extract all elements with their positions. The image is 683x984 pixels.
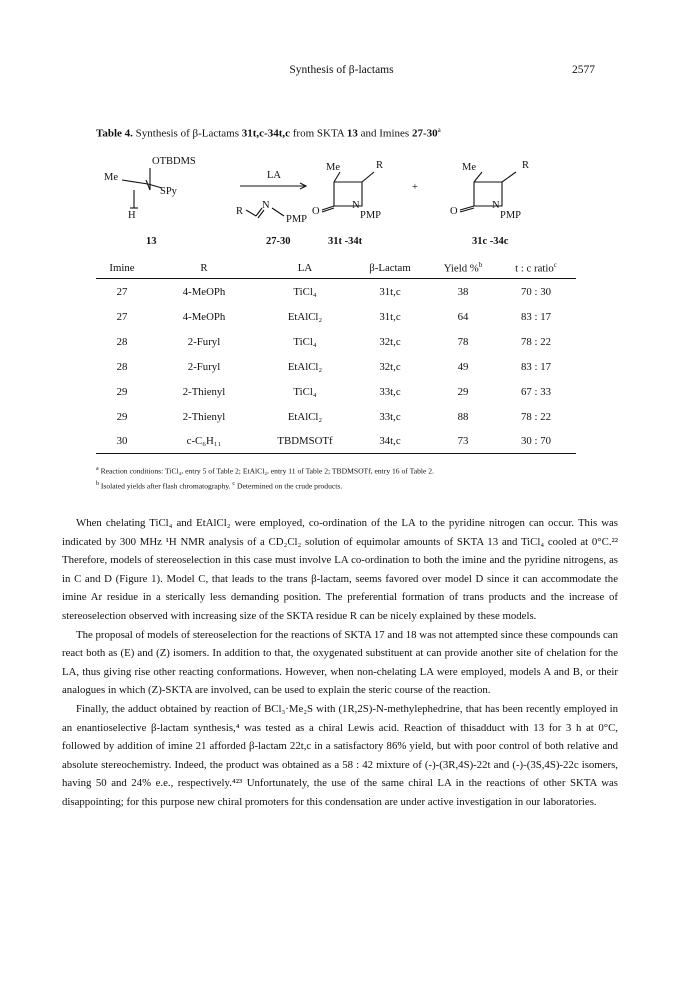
trans-pmp-label: PMP [360, 210, 382, 221]
cell-yield: 73 [430, 429, 496, 454]
trans-r-label: R [376, 160, 384, 171]
cell-lactam: 31t,c [379, 310, 401, 323]
cell-imine: 29 [116, 410, 128, 423]
header-ratio-text: t : c ratio [515, 262, 554, 275]
cell-yield: 29 [457, 385, 469, 398]
cell-yield: 78 [457, 335, 469, 348]
cell-r: 2-Thienyl [182, 385, 226, 398]
header-yield [430, 258, 496, 279]
compound-13-label: 13 [146, 236, 157, 247]
trans-lactams-label: 31t -34t [328, 236, 363, 247]
footnote-a-text: Reaction conditions: TiCl₄, entry 5 of Table 2; EtAlCl₂, entry 11 of Table 2; TBDMSOTf, entry 16 of Table 2. [100, 466, 434, 476]
cell-r: 4-MeOPh [182, 310, 226, 323]
cell-ratio: 83 : 17 [521, 310, 551, 323]
footnote-b-marker: b [96, 480, 99, 487]
caption-compound: 31t,c-34t,c [241, 127, 291, 140]
cell-la: TiCl₄ [293, 385, 317, 398]
cis-o-label: O [450, 206, 458, 217]
table-header-row [96, 258, 576, 279]
results-table [96, 258, 576, 454]
header-ratio [496, 258, 576, 279]
table-footnotes [96, 463, 616, 492]
cell-ratio: 78 : 22 [521, 335, 551, 348]
caption-text: Synthesis of β-Lactams [132, 127, 242, 140]
cell-yield: 64 [457, 310, 469, 323]
paragraph: The proposal of models of stereoselection for the reactions of SKTA 17 and 18 was not attempted since these compounds can react both as (E) and (Z) isomers. In addition to that, the oxygenated substituent at can provide another site of chelation for the LA, thus giving rise other reacting conformations. However, when non-chelating LA were employed, models A and B, or their analogues in which (Z)-SKTA are involved, can be used to explain the steric course of the reaction. [62, 628, 618, 697]
table-row [96, 354, 576, 379]
h-label: H [128, 210, 136, 221]
header-la: LA [260, 258, 350, 279]
cell-la: EtAlCl₂ [287, 410, 323, 423]
cell-lactam: 32t,c [379, 360, 401, 373]
imine-r-label: R [236, 206, 244, 217]
trans-n-label: N [352, 200, 360, 211]
header-r: R [148, 258, 260, 279]
cell-ratio: 30 : 70 [496, 429, 576, 454]
cell-la: TiCl₄ [293, 335, 317, 348]
cell-lactam: 33t,c [379, 385, 401, 398]
cell-yield: 49 [457, 360, 469, 373]
cell-imine: 27 [116, 310, 128, 323]
imines-label: 27-30 [266, 236, 291, 247]
cell-la: EtAlCl₂ [287, 360, 323, 373]
otbdms-label: OTBDMS [152, 156, 196, 167]
paragraph: Finally, the adduct obtained by reaction of BCl₃·Me₂S with (1R,2S)-N-methylephedrine, that has been recently employed in an enantioselective β-lactam synthesis,⁴ was tested as a chiral Lewis acid. Reaction of thisadduct with 13 for 3 h at 0°C, followed by addition of imine 21 afforded β-lactam 22t,c in a satisfactory 86% yield, but with poor control of both relative and absolute stereochemistry. Indeed, the product was obtained as a 58 : 42 mixture of (-)-(3R,4S)-22t and (-)-(3S,4S)-22c isomers, having 50 and 24% e.e., respectively.⁴²³ Unfortunately, the use of the same chiral LA in the reactions of other SKTA was disappointing; for this purpose new chiral promoters for this condensation are under active investigation in our laboratories. [62, 702, 618, 808]
cell-imine: 28 [116, 360, 128, 373]
caption-text: from SKTA [290, 127, 347, 140]
footnote-c-text: Determined on the crude products. [237, 481, 343, 491]
cell-imine: 29 [116, 385, 128, 398]
me-label: Me [104, 172, 118, 183]
footnote-c-marker: c [232, 480, 236, 487]
footnote-a-marker: a [96, 466, 99, 472]
cell-r: 4-MeOPh [182, 285, 226, 298]
cis-me-label: Me [462, 162, 476, 173]
table-row [96, 329, 576, 354]
cell-r: 2-Furyl [187, 335, 221, 348]
cis-lactams-label: 31c -34c [472, 236, 509, 247]
cis-n-label: N [492, 200, 500, 211]
cell-yield: 88 [457, 410, 469, 423]
page-number: 2577 [572, 64, 595, 76]
table-row [96, 279, 576, 305]
table-row [96, 304, 576, 329]
table-label: Table 4. [96, 127, 133, 140]
cell-la: TBDMSOTf [260, 429, 350, 454]
footnote-bc [96, 478, 616, 493]
cell-yield: 38 [457, 285, 469, 298]
cell-ratio: 78 : 22 [521, 410, 551, 423]
cell-r: 2-Thienyl [182, 410, 226, 423]
cell-imine: 30 [96, 429, 148, 454]
cell-r: 2-Furyl [187, 360, 221, 373]
cell-la: TiCl₄ [293, 285, 317, 298]
cell-imine: 28 [116, 335, 128, 348]
running-title: Synthesis of β-lactams [289, 64, 394, 76]
imine-n-label: N [262, 200, 270, 211]
body-text [62, 514, 618, 812]
footnote-b-text: Isolated yields after flash chromatography. [100, 481, 233, 491]
cis-pmp-label: PMP [500, 210, 522, 221]
paragraph: When chelating TiCl₄ and EtAlCl₂ were employed, co-ordination of the LA to the pyridine nitrogen can occur. This was indicated by 300 MHz ¹H NMR analysis of a CD₂Cl₂ solution of equimolar amounts of SKTA 13 and TiCl₄ cooled at 0°C.²² Therefore, models of stereoselection in this case must involve LA co-ordination to both the imine and the pyridine nitrogens, as in C and D (Figure 1). Model C, that leads to the trans β-lactam, seems favored over model D since it can accommodate the imine Ar residue in a sterically less demanding position. The preferential formation of trans products and the increase of stereoselection observed with increasing size of the SKTA residue R can be nicely explained by these models. [62, 517, 618, 622]
header-yield-text: Yield % [443, 262, 479, 275]
cell-lactam: 34t,c [350, 429, 430, 454]
footnote-marker-c: c [553, 261, 557, 270]
table-row [96, 429, 576, 454]
cell-ratio: 83 : 17 [521, 360, 551, 373]
cell-ratio: 70 : 30 [521, 285, 551, 298]
imine-pmp-label: PMP [286, 214, 308, 225]
header-imine: Imine [96, 258, 148, 279]
table-row [96, 404, 576, 429]
caption-text: and Imines [357, 127, 412, 140]
cell-r: c-C₆H₁₁ [148, 429, 260, 454]
reaction-scheme [90, 150, 610, 270]
cell-imine: 27 [116, 285, 128, 298]
la-arrow-label: LA [267, 170, 281, 181]
cell-lactam: 32t,c [379, 335, 401, 348]
cell-lactam: 31t,c [379, 285, 401, 298]
header-lactam: β-Lactam [350, 258, 430, 279]
cis-r-label: R [522, 160, 530, 171]
spy-label: SPy [160, 186, 177, 197]
cell-lactam: 33t,c [379, 410, 401, 423]
trans-o-label: O [312, 206, 320, 217]
cell-la: EtAlCl₂ [287, 310, 323, 323]
trans-me-label: Me [326, 162, 340, 173]
table-row [96, 379, 576, 404]
footnote-a [96, 463, 616, 478]
table-caption [96, 126, 616, 140]
caption-compound: 13 [346, 127, 358, 140]
caption-footnote-marker: a [437, 126, 441, 134]
caption-compound: 27-30 [411, 127, 438, 140]
plus-sign: + [412, 182, 418, 193]
footnote-marker-b: b [478, 261, 483, 270]
cell-ratio: 67 : 33 [521, 385, 551, 398]
